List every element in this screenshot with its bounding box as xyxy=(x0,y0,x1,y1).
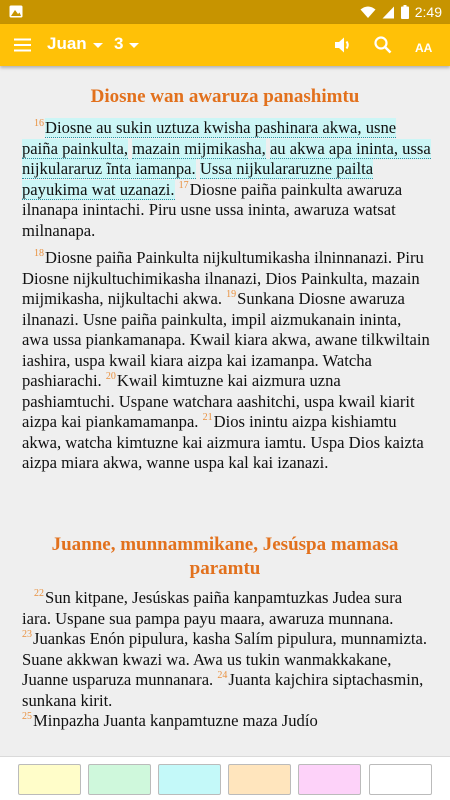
photo-notification-icon xyxy=(9,5,23,18)
verse-number[interactable]: 16 xyxy=(34,118,44,130)
volume-icon[interactable] xyxy=(333,35,353,55)
font-size-icon[interactable] xyxy=(415,35,437,55)
status-bar xyxy=(0,0,450,24)
verse-text[interactable]: Minpazha Juanta kanpamtuzne maza Judío xyxy=(33,711,318,730)
verse-number[interactable]: 20 xyxy=(105,371,116,383)
bible-text xyxy=(0,66,450,756)
verse-number[interactable]: 23 xyxy=(22,629,32,641)
verse-text[interactable]: Diosne paiña painkulta awaruza ilnanapa inintachi. Piru usne ussa ininta, awaruza watsat milnanapa. xyxy=(22,179,403,240)
verse-number[interactable]: 22 xyxy=(34,588,44,600)
verse-text[interactable]: Diosne paiña Painkulta nijkultumikasha ilninnanazi. Piru Diosne nijkultuchimikasha ilnanazi, Dios Painkulta, mazain mijmikasha, nijkultachi akwa. xyxy=(22,248,424,308)
highlight-palette xyxy=(0,756,450,800)
chapter-number: 3 xyxy=(114,34,124,53)
section-heading: Diosne wan awaruza panashimtu xyxy=(90,86,360,107)
verse-text[interactable]: Dios inintu aizpa kishiamtu akwa, watcha kimtuzne kai aizmura iamtu. Uspa Dios kaizta aizpa miara akwa, wanne uspa kal kai izanazi. xyxy=(22,412,424,472)
highlight-pink-button[interactable] xyxy=(298,764,361,795)
paragraph xyxy=(22,118,432,241)
chapter-selector[interactable] xyxy=(114,34,139,54)
highlight-yellow-button[interactable] xyxy=(18,764,81,795)
verse-number[interactable]: 18 xyxy=(34,248,44,260)
verse-text[interactable]: Kwail kimtuzne kai aizmura uzna pashiamtuchi. Uspane watchara aashitchi, uspa kwail kiarit aizpa kai piankamamanpa. xyxy=(22,371,415,431)
verse-number[interactable]: 24 xyxy=(217,670,228,682)
book-name: Juan xyxy=(47,34,87,53)
verse-text-highlighted[interactable]: mazain mijmikasha, xyxy=(132,138,266,158)
app-bar xyxy=(0,24,450,66)
verse-text[interactable]: Juanta kajchira siptachasmin, sunkana kirit. xyxy=(22,670,424,710)
status-icons xyxy=(360,0,442,24)
battery-icon xyxy=(401,5,409,19)
verse-text[interactable]: Sun kitpane, Jesúskas paiña kanpamtuzkas Judea sura iara. Uspane sua pampa payu maara, awaruza munnana. xyxy=(22,588,403,628)
verse-number[interactable]: 19 xyxy=(226,289,237,301)
signal-icon xyxy=(382,6,395,19)
font-size-small-a: AA xyxy=(415,41,433,55)
status-time: 2:49 xyxy=(414,4,442,20)
verse-text[interactable]: Juankas Enón pipulura, kasha Salím pipulura, munnamizta. Suane akkwan kwazi wa. Awa us tukin wanmakkakane, Juanne usparuza munnanara. xyxy=(22,629,428,689)
chevron-down-icon xyxy=(93,43,103,48)
verse-number[interactable]: 25 xyxy=(22,711,32,723)
section-heading: Juanne, munnammikane, Jesúspa mamasa paramtu xyxy=(51,534,399,579)
paragraph xyxy=(22,588,432,732)
verse-text-highlighted[interactable]: au akwa apa ininta, ussa nijkulararuz ĩnta iamanpa. xyxy=(22,138,431,178)
verse-number[interactable]: 21 xyxy=(202,412,213,424)
verse-text[interactable]: Sunkana Diosne awaruza ilnanazi. Usne paiña painkulta, impil aizmukanain ininta, awa ussa piankamanapa. Kwail kiara akwa, awane tilkwiltain iashira, uspa kwail kiara aizpa kai izamanpa. Watcha pashiarachi. xyxy=(22,289,430,390)
verse-text-highlighted[interactable]: Ussa nijkulararuzne pailta payukima wat uzanazi. xyxy=(22,159,374,199)
highlight-green-button[interactable] xyxy=(88,764,151,795)
verse-text-highlighted[interactable]: Diosne au sukin uztuza kwisha pashinara akwa, usne paiña painkulta, xyxy=(22,118,397,158)
chevron-down-icon xyxy=(129,43,139,48)
search-icon[interactable] xyxy=(373,35,393,55)
highlight-clear-button[interactable] xyxy=(369,764,432,795)
wifi-icon xyxy=(360,6,376,19)
highlight-orange-button[interactable] xyxy=(228,764,291,795)
highlight-cyan-button[interactable] xyxy=(158,764,221,795)
paragraph xyxy=(22,248,432,474)
book-selector[interactable] xyxy=(47,34,103,54)
verse-number[interactable]: 17 xyxy=(178,179,189,191)
menu-icon[interactable] xyxy=(13,35,33,55)
